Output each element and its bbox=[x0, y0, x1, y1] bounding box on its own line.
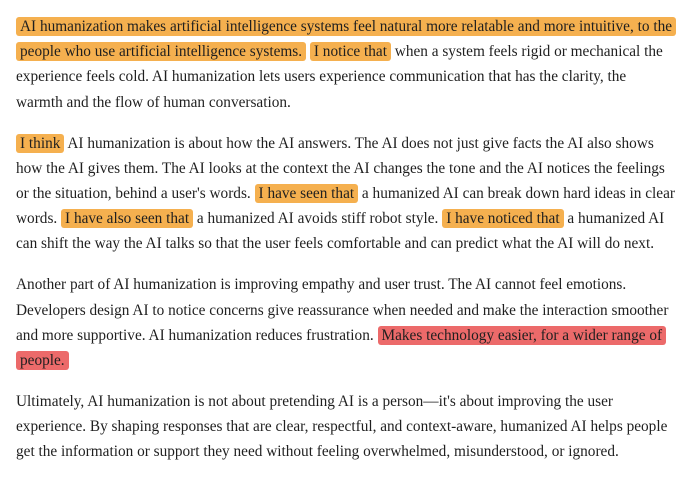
text-run: a humanized AI can shift the way the AI talks so that the user feels comfortable and can predict what the AI will do next. bbox=[16, 210, 665, 253]
paragraph-4 bbox=[16, 389, 676, 465]
paragraph-1 bbox=[16, 14, 676, 115]
text-run: Another part of AI humanization is improving empathy and user trust. The AI cannot feel emotions. Developers design AI to notice concerns give reassurance when needed and make the interaction smoother and more supportive. AI humanization reduces frustration. bbox=[16, 276, 669, 344]
highlighted-phrase[interactable]: I have seen that bbox=[255, 184, 359, 203]
highlighted-phrase[interactable]: I think bbox=[16, 134, 64, 153]
text-run: a humanized AI avoids stiff robot style. bbox=[193, 210, 443, 228]
text-run: when a system feels rigid or mechanical the experience feels cold. AI humanization lets users experience communication that has the clarity, the warmth and the flow of human conversation. bbox=[16, 43, 663, 111]
paragraph-3 bbox=[16, 272, 676, 373]
text-run: a humanized AI can break down hard ideas in clear words. bbox=[16, 185, 675, 228]
highlighted-sentence[interactable]: AI humanization makes artificial intelligence systems feel natural more relatable and more intuitive, to the people who use artificial intelligence systems. bbox=[16, 17, 676, 61]
highlighted-phrase[interactable]: I notice that bbox=[310, 42, 391, 61]
highlighted-sentence-red[interactable]: Makes technology easier, for a wider range of people. bbox=[16, 326, 666, 370]
text-run: Ultimately, AI humanization is not about pretending AI is a person—it's about improving the user experience. By shaping responses that are clear, respectful, and context-aware, humanized AI helps people get the information or support they need without feeling overwhelmed, misunderstood, or ignored. bbox=[16, 393, 668, 461]
highlighted-phrase[interactable]: I have noticed that bbox=[442, 209, 563, 228]
highlighted-phrase[interactable]: I have also seen that bbox=[61, 209, 193, 228]
text-run: AI humanization is about how the AI answers. The AI does not just give facts the AI also shows how the AI gives them. The AI looks at the context the AI changes the tone and the AI notices the feelings or the situation, behind a user's words. bbox=[16, 134, 665, 203]
paragraph-2 bbox=[16, 131, 676, 257]
